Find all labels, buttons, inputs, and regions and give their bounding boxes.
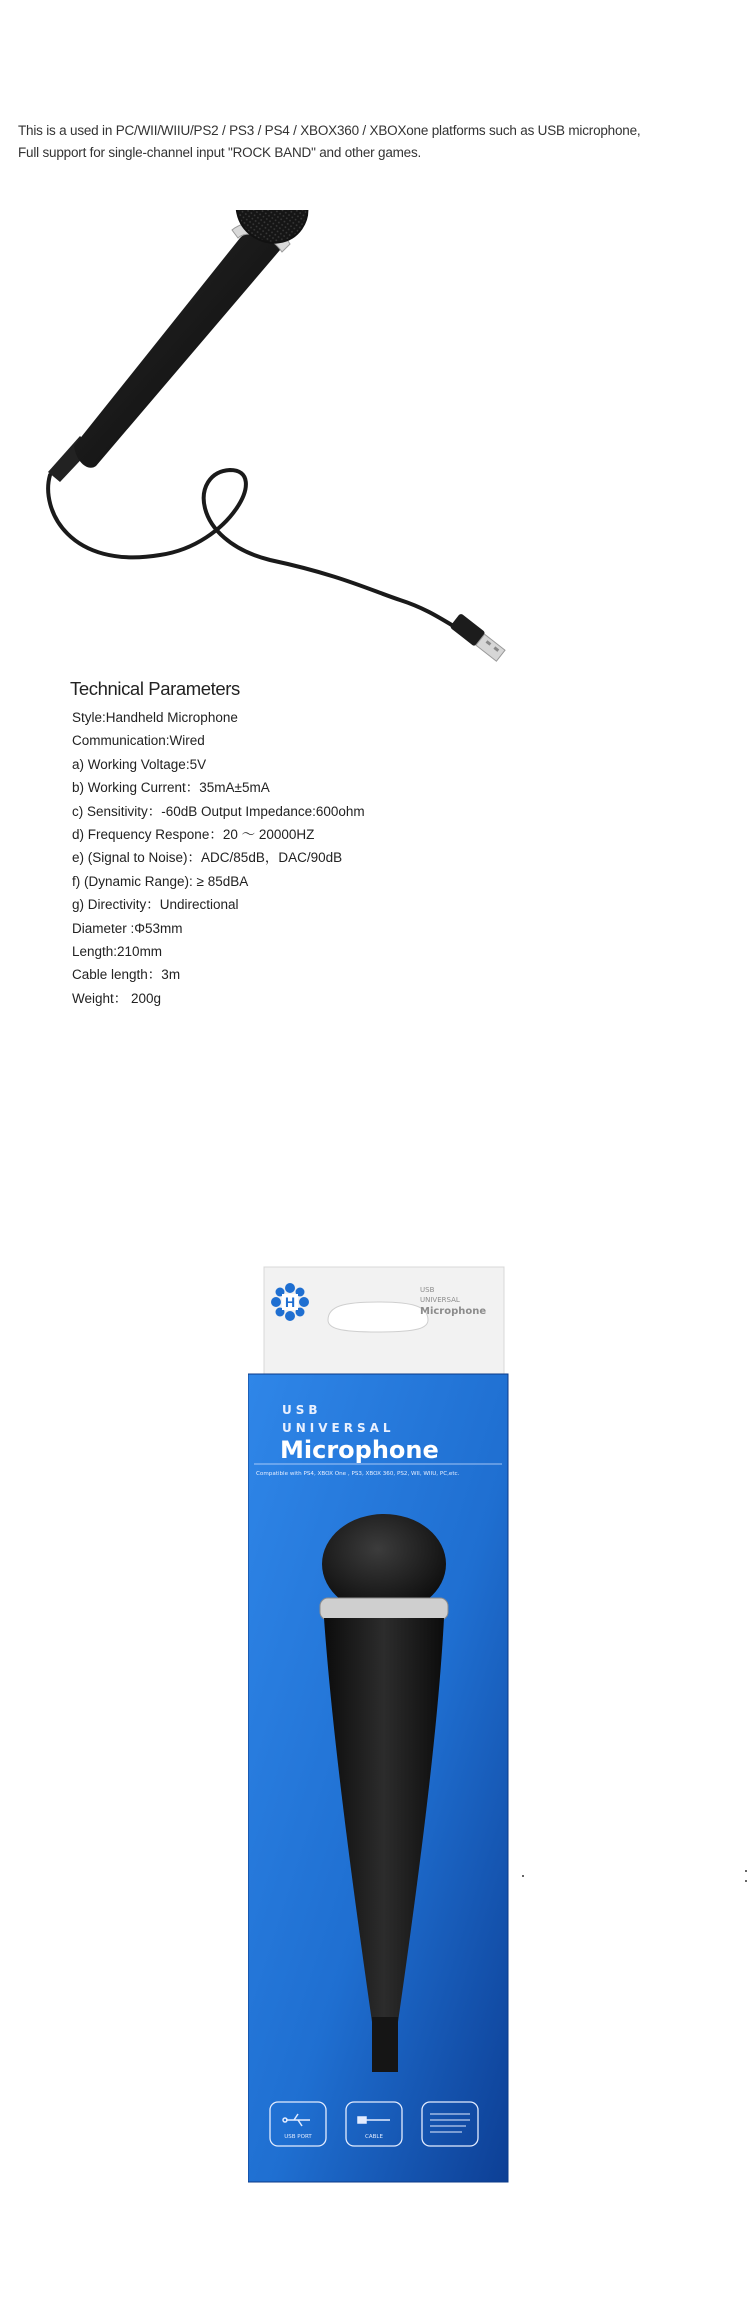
header-microphone-text: Microphone	[420, 1306, 487, 1317]
spec-item: Cable length：3m	[72, 967, 181, 983]
spec-item: g) Directivity：Undirectional	[72, 897, 239, 913]
specs-title: Technical Parameters	[70, 678, 240, 699]
spec-item: Weight： 200g	[72, 990, 162, 1006]
spec-item: Length:210mm	[72, 944, 163, 960]
badge-cable: CABLE	[365, 2134, 383, 2140]
box-universal-text: UNIVERSAL	[282, 1421, 395, 1435]
spec-item: Diameter :Φ53mm	[72, 920, 183, 936]
box-usb-text: USB	[282, 1403, 322, 1417]
spec-item: c) Sensitivity：-60dB Output Impedance:600ohm	[72, 803, 365, 819]
spec-item: f) (Dynamic Range): ≥ 85dBA	[72, 873, 249, 889]
stray-mark	[745, 1870, 747, 1872]
technical-parameters	[70, 678, 550, 1010]
specs-list	[70, 706, 550, 1010]
stray-mark	[522, 1875, 524, 1877]
brand-letter: H	[284, 1294, 296, 1310]
product-package	[248, 1262, 528, 2187]
spec-item: Style:Handheld Microphone	[72, 710, 238, 725]
microphone-photo	[40, 210, 660, 670]
header-universal-text: UNIVERSAL	[420, 1296, 460, 1304]
badge-usb-port: USB PORT	[284, 2134, 312, 2140]
spec-item: d) Frequency Respone：20 ～ 20000HZ	[72, 827, 315, 843]
box-microphone-title: Microphone	[280, 1436, 439, 1464]
compatibility-text: Compatible with PS4, XBOX One , PS3, XBOX 360, PS2, WII, WIIU, PC,etc.	[256, 1471, 460, 1477]
intro-text	[18, 120, 718, 164]
spec-item: b) Working Current：35mA±5mA	[72, 780, 270, 796]
spec-item: Communication:Wired	[72, 733, 205, 749]
header-usb-text: USB	[420, 1286, 435, 1294]
intro-line-2: Full support for single-channel input "ROCK BAND" and other games.	[18, 145, 422, 160]
spec-item: e) (Signal to Noise)：ADC/85dB，DAC/90dB	[72, 850, 343, 866]
intro-line-1: This is a used in PC/WII/WIIU/PS2 / PS3 / PS4 / XBOX360 / XBOXone platforms such as USB microphone,	[18, 123, 641, 138]
stray-mark	[745, 1880, 747, 1882]
spec-item: a) Working Voltage:5V	[72, 756, 207, 772]
